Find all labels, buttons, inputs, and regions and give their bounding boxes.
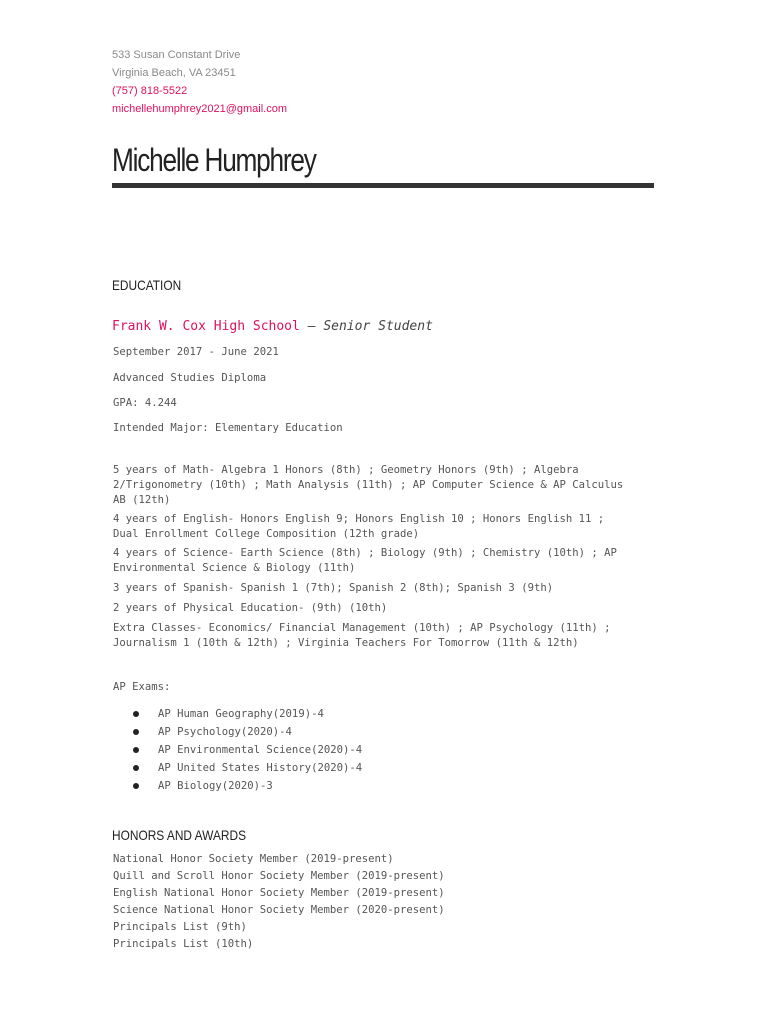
- education-major: Intended Major: Elementary Education: [113, 422, 343, 434]
- contact-block: [112, 46, 287, 118]
- course-english: 4 years of English- Honors English 9; Honors English 10 ; Honors English 11 ; Dual Enrollment College Composition (12th grade): [113, 513, 605, 540]
- school-separator: —: [307, 319, 316, 334]
- school-name: Frank W. Cox High School: [112, 319, 300, 334]
- education-diploma: Advanced Studies Diploma: [113, 372, 267, 384]
- list-item: AP Psychology(2020)-4: [113, 723, 362, 741]
- address-street: 533 Susan Constant Drive: [112, 49, 241, 61]
- title-divider: [112, 183, 654, 188]
- honors-heading: HONORS AND AWARDS: [112, 827, 247, 843]
- ap-exams-list: [113, 705, 362, 795]
- education-gpa: GPA: 4.244: [113, 397, 177, 409]
- ap-exams-label: AP Exams:: [113, 681, 171, 693]
- bullet-icon: [133, 711, 139, 717]
- list-item: English National Honor Society Member (2019-present): [113, 887, 445, 899]
- course-math: 5 years of Math- Algebra 1 Honors (8th) ; Geometry Honors (9th) ; Algebra 2/Trigonometry (10th) ; Math Analysis (11th) ; AP Computer Science & AP Calculus AB (12th): [113, 464, 624, 506]
- school-role: Senior Student: [323, 319, 433, 334]
- course-spanish: 3 years of Spanish- Spanish 1 (7th); Spanish 2 (8th); Spanish 3 (9th): [113, 582, 554, 594]
- list-item: Science National Honor Society Member (2020-present): [113, 904, 445, 916]
- address-city: Virginia Beach, VA 23451: [112, 67, 236, 79]
- bullet-icon: [133, 783, 139, 789]
- list-item: Quill and Scroll Honor Society Member (2019-present): [113, 870, 445, 882]
- course-science: 4 years of Science- Earth Science (8th) ; Biology (9th) ; Chemistry (10th) ; AP Environmental Science & Biology (11th): [113, 547, 617, 574]
- list-item: Principals List (9th): [113, 921, 247, 933]
- course-extra: Extra Classes- Economics/ Financial Management (10th) ; AP Psychology (11th) ; Journalism 1 (10th & 12th) ; Virginia Teachers For Tomorrow (11th & 12th): [113, 622, 611, 649]
- list-item: AP Biology(2020)-3: [113, 777, 362, 795]
- bullet-icon: [133, 765, 139, 771]
- list-item: AP Human Geography(2019)-4: [113, 705, 362, 723]
- email-link[interactable]: michellehumphrey2021@gmail.com: [112, 103, 288, 115]
- course-pe: 2 years of Physical Education- (9th) (10th): [113, 602, 388, 614]
- honors-list: [113, 851, 445, 953]
- page-title: Michelle Humphrey: [112, 142, 316, 178]
- list-item: National Honor Society Member (2019-present): [113, 853, 394, 865]
- bullet-icon: [133, 729, 139, 735]
- list-item: AP United States History(2020)-4: [113, 759, 362, 777]
- bullet-icon: [133, 747, 139, 753]
- education-heading: EDUCATION: [112, 277, 182, 293]
- list-item: Principals List (10th): [113, 938, 254, 950]
- list-item: AP Environmental Science(2020)-4: [113, 741, 362, 759]
- education-dates: September 2017 - June 2021: [113, 346, 279, 358]
- phone-number[interactable]: (757) 818-5522: [112, 85, 188, 97]
- school-line: [112, 319, 433, 334]
